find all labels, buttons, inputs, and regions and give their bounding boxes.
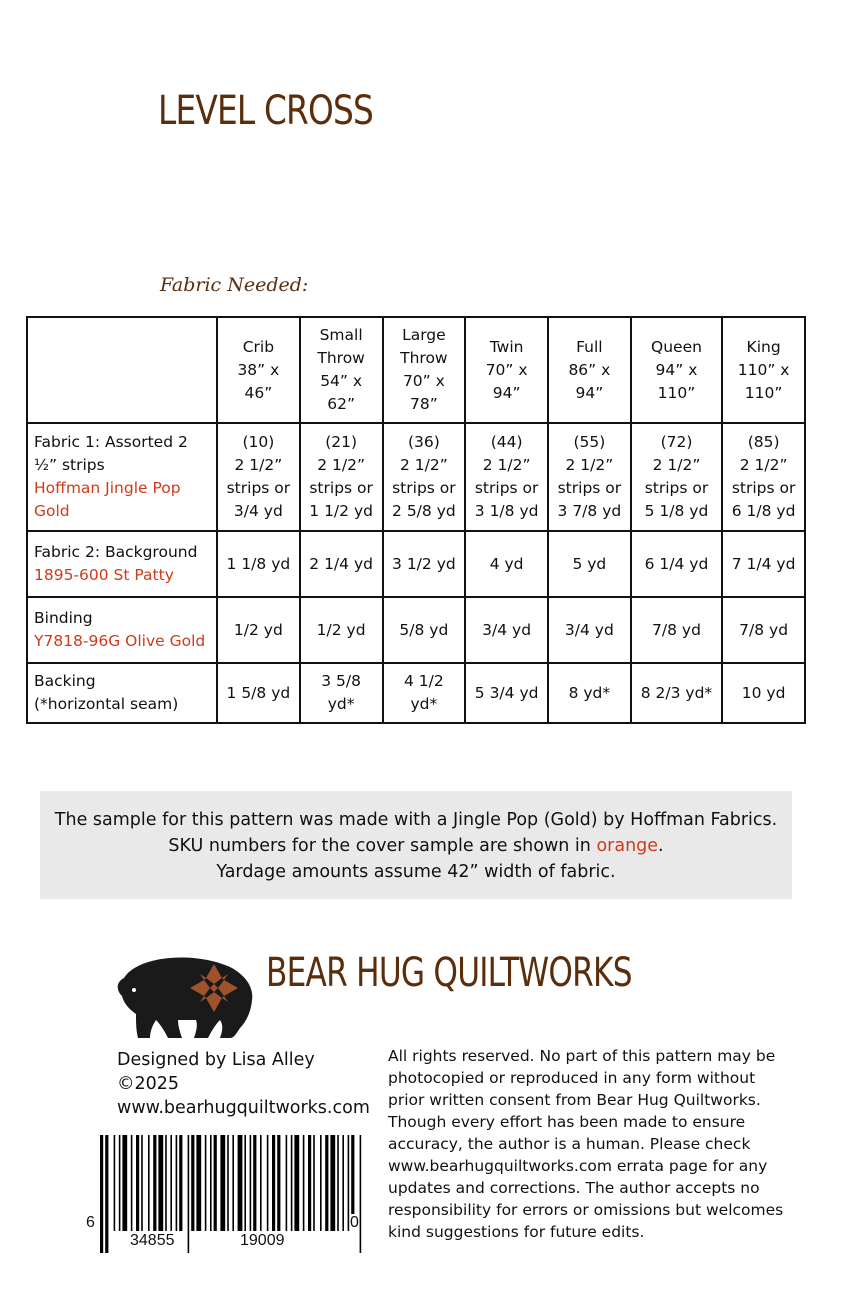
barcode-bar bbox=[191, 1135, 194, 1231]
row-label: Backing bbox=[34, 672, 96, 690]
barcode-group-1: 34855 bbox=[130, 1232, 175, 1249]
size-header-crib bbox=[217, 317, 300, 423]
barcode-bar bbox=[291, 1135, 293, 1231]
barcode-bar bbox=[244, 1135, 246, 1231]
table-cell: 5/8 yd bbox=[383, 597, 466, 663]
barcode-bar bbox=[119, 1135, 121, 1231]
size-dims: 54” x bbox=[320, 372, 363, 390]
table-row-fabric-2 bbox=[27, 531, 805, 597]
barcode-bar bbox=[170, 1135, 172, 1231]
table-cell: 5 3/4 yd bbox=[465, 663, 548, 723]
barcode-bar bbox=[105, 1135, 108, 1253]
size-name: Twin bbox=[489, 337, 524, 356]
fabric-table bbox=[26, 316, 806, 724]
barcode-bar bbox=[267, 1135, 269, 1231]
row-sku: Hoffman Jingle Pop Gold bbox=[34, 479, 181, 520]
table-cell: 4 yd bbox=[465, 531, 548, 597]
barcode-bar bbox=[360, 1135, 362, 1253]
row-label-cell bbox=[27, 531, 217, 597]
size-dims: 86” x bbox=[568, 360, 611, 379]
barcode-bar bbox=[337, 1135, 339, 1231]
barcode-bar bbox=[330, 1135, 335, 1231]
barcode-bar bbox=[122, 1135, 127, 1231]
barcode-bar bbox=[260, 1135, 262, 1231]
row-label: Fabric 1: Assorted 2 ½” strips bbox=[34, 433, 188, 474]
barcode-bar bbox=[232, 1135, 234, 1231]
barcode-bar bbox=[210, 1135, 212, 1231]
size-header-queen bbox=[631, 317, 722, 423]
size-dims: 70” x bbox=[485, 360, 528, 379]
size-name: Throw bbox=[400, 349, 448, 367]
size-name: Crib bbox=[242, 337, 275, 356]
size-dims: 78” bbox=[409, 395, 438, 413]
barcode-bar bbox=[227, 1135, 229, 1231]
size-dims: 38” x bbox=[237, 360, 280, 379]
barcode-bar bbox=[272, 1135, 275, 1231]
table-cell: 10 yd bbox=[722, 663, 805, 723]
barcode-bar bbox=[308, 1135, 311, 1231]
note-line-3: Yardage amounts assume 42” width of fabric. bbox=[216, 862, 616, 882]
table-corner-cell bbox=[27, 317, 217, 423]
size-dims: 94” x bbox=[655, 360, 698, 379]
barcode-bar bbox=[153, 1135, 156, 1231]
barcode-bar bbox=[238, 1135, 243, 1231]
table-cell: (21) 2 1/2” strips or 1 1/2 yd bbox=[300, 423, 383, 531]
rights-notice: All rights reserved. No part of this pattern may be photocopied or reproduced in any form without prior written consent from Bear Hug Quiltworks. Though every effort has been made to ensure accuracy, the author is a human. Please check www.bearhugquiltworks.com errata page for any updates and corrections. The author accepts no responsibility for errors or omissions but welcomes kind suggestions for future edits. bbox=[388, 1047, 784, 1241]
bear-logo-icon bbox=[112, 938, 262, 1042]
note-line-2: SKU numbers for the cover sample are shown in orange. bbox=[168, 836, 664, 856]
row-label-cell bbox=[27, 663, 217, 723]
barcode-bar bbox=[100, 1135, 103, 1253]
table-cell: 4 1/2 yd* bbox=[383, 663, 466, 723]
barcode-bar bbox=[158, 1135, 163, 1231]
table-cell: (10) 2 1/2” strips or 3/4 yd bbox=[217, 423, 300, 531]
size-dims: 94” bbox=[492, 383, 521, 402]
size-dims: 110” bbox=[657, 383, 696, 402]
size-name: Large bbox=[402, 326, 446, 344]
barcode-bar bbox=[277, 1135, 280, 1231]
row-sku: Y7818-96G Olive Gold bbox=[34, 632, 206, 650]
table-cell: 3 5/8 yd* bbox=[300, 663, 383, 723]
table-row-backing bbox=[27, 663, 805, 723]
row-label-note: (*horizontal seam) bbox=[34, 695, 179, 713]
table-cell: 1 5/8 yd bbox=[217, 663, 300, 723]
table-cell: 1 1/8 yd bbox=[217, 531, 300, 597]
size-name: Small bbox=[319, 326, 363, 344]
size-dims: 70” x bbox=[402, 372, 445, 390]
barcode-bar bbox=[342, 1135, 344, 1231]
size-dims: 94” bbox=[575, 383, 604, 402]
table-cell: 7/8 yd bbox=[722, 597, 805, 663]
row-label: Fabric 2: Background bbox=[34, 543, 198, 561]
table-header-row bbox=[27, 317, 805, 423]
barcode-bar bbox=[320, 1135, 322, 1231]
barcode-bar bbox=[176, 1135, 178, 1231]
barcode-bar bbox=[188, 1135, 190, 1253]
table-cell: (85) 2 1/2” strips or 6 1/8 yd bbox=[722, 423, 805, 531]
table-cell: 3/4 yd bbox=[548, 597, 631, 663]
barcode-bar bbox=[165, 1135, 167, 1231]
table-cell: 7/8 yd bbox=[631, 597, 722, 663]
barcode-bar bbox=[148, 1135, 150, 1231]
table-cell: 5 yd bbox=[548, 531, 631, 597]
barcode-bar bbox=[325, 1135, 328, 1231]
website: www.bearhugquiltworks.com bbox=[117, 1098, 370, 1118]
size-name: Queen bbox=[651, 337, 702, 356]
barcode-bar bbox=[253, 1135, 256, 1231]
size-dims: 46” bbox=[244, 383, 273, 402]
table-cell: 7 1/4 yd bbox=[722, 531, 805, 597]
brand-name: BEAR HUG QUILTWORKS bbox=[266, 950, 632, 996]
barcode-bar bbox=[131, 1135, 133, 1231]
table-cell: 3/4 yd bbox=[465, 597, 548, 663]
barcode-bar bbox=[136, 1135, 139, 1231]
table-cell: (44) 2 1/2” strips or 3 1/8 yd bbox=[465, 423, 548, 531]
barcode-bar bbox=[205, 1135, 207, 1231]
copyright: ©2025 bbox=[117, 1074, 180, 1094]
size-header-small-throw bbox=[300, 317, 383, 423]
barcode-bar bbox=[196, 1135, 201, 1231]
size-header-king bbox=[722, 317, 805, 423]
barcode-bar bbox=[294, 1135, 299, 1231]
size-dims: 62” bbox=[327, 395, 355, 413]
table-cell: (55) 2 1/2” strips or 3 7/8 yd bbox=[548, 423, 631, 531]
row-label: Binding bbox=[34, 609, 93, 627]
table-cell: 1/2 yd bbox=[300, 597, 383, 663]
barcode-bar bbox=[214, 1135, 217, 1231]
barcode-left-digit: 6 bbox=[86, 1214, 95, 1231]
table-cell: 8 2/3 yd* bbox=[631, 663, 722, 723]
barcode-bar bbox=[303, 1135, 305, 1231]
barcode-right-digit: 0 bbox=[350, 1214, 359, 1231]
barcode-bar bbox=[313, 1135, 315, 1231]
size-dims: 110” bbox=[744, 383, 783, 402]
size-name: Throw bbox=[317, 349, 365, 367]
barcode-bar bbox=[286, 1135, 288, 1231]
fabric-needed-heading: Fabric Needed: bbox=[160, 274, 309, 296]
size-header-large-throw bbox=[383, 317, 466, 423]
size-header-twin bbox=[465, 317, 548, 423]
table-cell: 8 yd* bbox=[548, 663, 631, 723]
size-header-full bbox=[548, 317, 631, 423]
table-cell: 6 1/4 yd bbox=[631, 531, 722, 597]
row-label-cell bbox=[27, 597, 217, 663]
barcode-group-2: 19009 bbox=[240, 1232, 285, 1249]
row-label-cell bbox=[27, 423, 217, 531]
orange-word: orange bbox=[596, 836, 659, 856]
barcode-bar bbox=[220, 1135, 225, 1231]
size-dims: 110” x bbox=[737, 360, 790, 379]
barcode-bar bbox=[348, 1135, 350, 1231]
table-cell: (36) 2 1/2” strips or 2 5/8 yd bbox=[383, 423, 466, 531]
table-cell: 2 1/4 yd bbox=[300, 531, 383, 597]
sample-note-box bbox=[40, 791, 792, 899]
designer-name: Designed by Lisa Alley bbox=[117, 1050, 315, 1070]
barcode-bar bbox=[114, 1135, 116, 1231]
table-row-binding bbox=[27, 597, 805, 663]
note-line-1: The sample for this pattern was made with a Jingle Pop (Gold) by Hoffman Fabrics. bbox=[54, 810, 778, 830]
table-cell: (72) 2 1/2” strips or 5 1/8 yd bbox=[631, 423, 722, 531]
barcode-bar bbox=[141, 1135, 143, 1231]
page-title: LEVEL CROSS bbox=[158, 88, 373, 134]
size-name: Full bbox=[576, 337, 603, 356]
designer-block bbox=[117, 1048, 370, 1120]
size-name: King bbox=[746, 337, 781, 356]
table-cell: 1/2 yd bbox=[217, 597, 300, 663]
barcode-bar bbox=[179, 1135, 182, 1231]
barcode-bar bbox=[250, 1135, 252, 1231]
row-sku: 1895-600 St Patty bbox=[34, 566, 174, 584]
table-cell: 3 1/2 yd bbox=[383, 531, 466, 597]
table-row-fabric-1 bbox=[27, 423, 805, 531]
